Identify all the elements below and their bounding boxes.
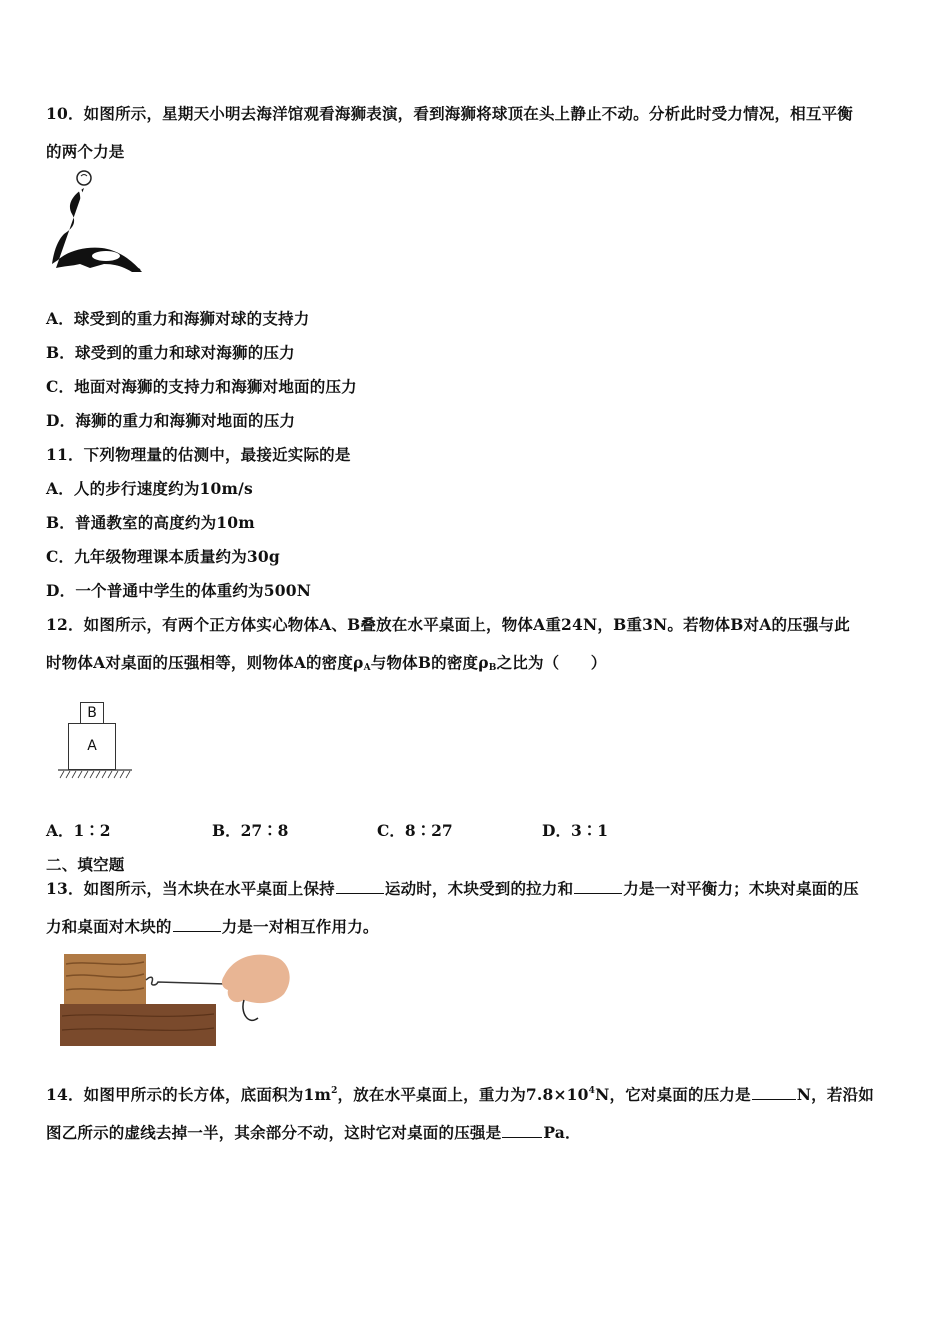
- q11-stem: 11．下列物理量的估测中，最接近实际的是: [46, 445, 351, 464]
- q12-stem-part3: 之比为（ ）: [496, 653, 607, 672]
- q14-blank-2: [502, 1123, 542, 1138]
- q10-stem-line2: 的两个力是: [46, 142, 125, 161]
- q14-part2: ，放在水平桌面上，重力为7.8×10: [337, 1085, 589, 1104]
- q11-option-a: A．人的步行速度约为10m/s: [46, 479, 253, 498]
- q14-part1: 14．如图甲所示的长方体，底面积为1m: [46, 1085, 332, 1104]
- q13-blank-3: [173, 917, 221, 932]
- sea-lion-figure: [44, 168, 148, 280]
- q10-option-d: D．海狮的重力和海狮对地面的压力: [46, 411, 296, 430]
- q14-part6: Pa．: [543, 1123, 581, 1142]
- q12-option-c: C．8∶27: [377, 821, 453, 840]
- section-heading-fill-in: 二、填空题: [46, 855, 125, 874]
- q12-stem-line1: 12．如图所示，有两个正方体实心物体A、B叠放在水平桌面上，物体A重24N，B重3N。若物体B对A的压强与此: [46, 615, 850, 634]
- q14-stem-line1: [46, 1083, 874, 1105]
- q13-part4: 力和桌面对木块的: [46, 917, 172, 936]
- q12-rho-sub-a: A: [363, 663, 371, 673]
- stacked-blocks-figure: [56, 702, 136, 782]
- block-b: B: [80, 702, 104, 724]
- q14-blank-1: [752, 1085, 796, 1100]
- q13-blank-1: [336, 879, 384, 894]
- q12-option-a: A．1∶2: [46, 821, 111, 840]
- q12-stem-line2: [46, 651, 606, 673]
- q14-part3: N，它对桌面的压力是: [595, 1085, 751, 1104]
- wood-block-figure: [58, 946, 298, 1048]
- q10-stem-line1: 10．如图所示，星期天小明去海洋馆观看海狮表演，看到海狮将球顶在头上静止不动。分析此时受力情况，相互平衡: [46, 104, 853, 123]
- q12-option-d: D．3∶1: [542, 821, 609, 840]
- q14-stem-line2: [46, 1121, 581, 1143]
- q11-option-c: C．九年级物理课本质量约为30g: [46, 547, 280, 566]
- block-a: A: [68, 723, 116, 770]
- q10-option-c: C．地面对海狮的支持力和海狮对地面的压力: [46, 377, 357, 396]
- q12-rho-sub-b: B: [488, 663, 497, 673]
- q13-part5: 力是一对相互作用力。: [221, 917, 379, 936]
- q13-part3: 力是一对平衡力；木块对桌面的压: [623, 879, 859, 898]
- q13-part1: 13．如图所示，当木块在水平桌面上保持: [46, 879, 335, 898]
- q13-blank-2: [574, 879, 622, 894]
- q12-stem-part1: 时物体A对桌面的压强相等，则物体A的密度ρ: [46, 653, 364, 672]
- q10-option-b: B．球受到的重力和球对海狮的压力: [46, 343, 295, 362]
- q11-option-b: B．普通教室的高度约为10m: [46, 513, 255, 532]
- table-surface: [56, 769, 136, 781]
- q11-option-d: D．一个普通中学生的体重约为500N: [46, 581, 312, 600]
- q13-stem-line2: [46, 915, 379, 937]
- q13-part2: 运动时，木块受到的拉力和: [384, 879, 574, 898]
- q12-stem-part2: 与物体B的密度ρ: [370, 653, 489, 672]
- q12-option-b: B．27∶8: [212, 821, 289, 840]
- q14-part5: 图乙所示的虚线去掉一半，其余部分不动，这时它对桌面的压强是: [46, 1123, 502, 1142]
- q14-sup-2: 4: [588, 1086, 596, 1096]
- q14-part4: N，若沿如: [796, 1085, 874, 1104]
- q14-sup-1: 2: [331, 1086, 338, 1096]
- q13-stem-line1: [46, 877, 859, 899]
- q10-option-a: A．球受到的重力和海狮对球的支持力: [46, 309, 310, 328]
